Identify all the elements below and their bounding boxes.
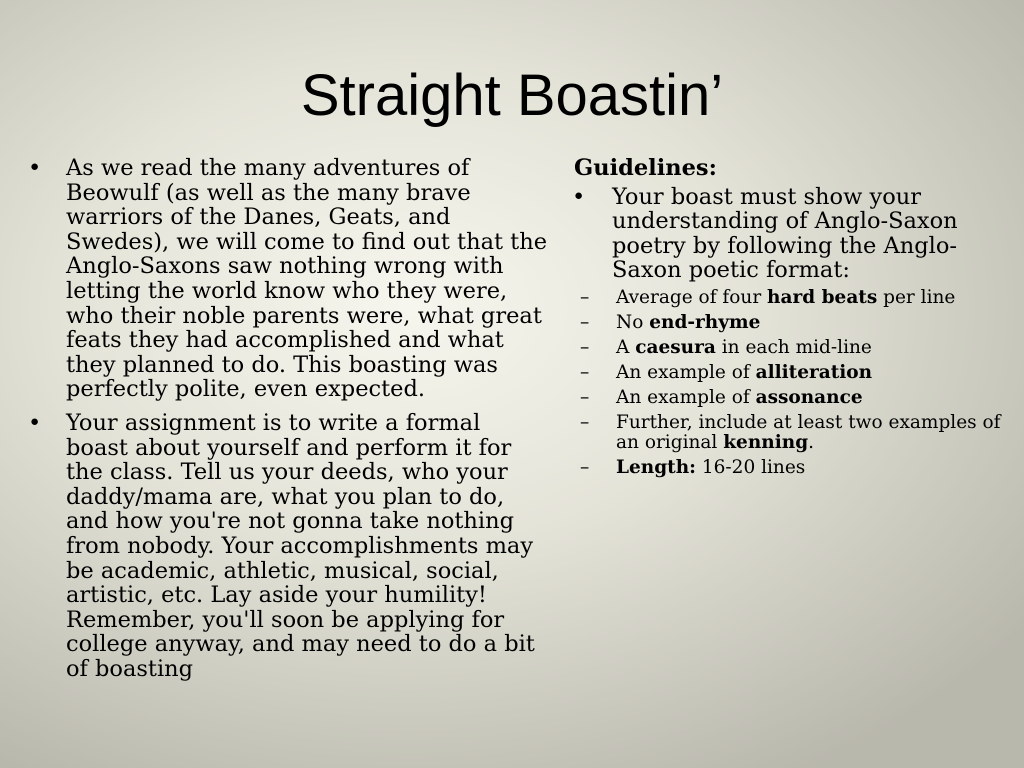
sub-item	[572, 413, 1010, 453]
guidelines-subitems	[580, 286, 1010, 478]
sub-item	[572, 458, 1010, 478]
sub-item-emphasis: caesura	[635, 336, 716, 358]
sub-item-text: Average of four	[616, 286, 768, 308]
bullet-item	[28, 411, 548, 682]
bullet-text: Your assignment is to write a formal boast about yourself and perform it for the class. Tell us your deeds, who your daddy/mama are, what you plan to do, and how you're not gonna take nothing from nobody. Your accomplishments may be academic, athletic, musical, social, artistic, etc. Lay aside your humility! Remember, you'll soon be applying for college anyway, and may need to do a bit of boasting	[66, 409, 535, 682]
dash-glyph: –	[580, 411, 590, 433]
guidelines-list	[572, 185, 1010, 478]
sub-item-emphasis: Length:	[616, 456, 696, 478]
bullet-text: Your boast must show your understanding of Anglo-Saxon poetry by following the Anglo-Saxon poetic format:	[612, 183, 958, 284]
sub-item	[572, 363, 1010, 383]
sub-item	[572, 388, 1010, 408]
sub-item-emphasis: assonance	[755, 386, 863, 408]
guidelines-heading: Guidelines:	[574, 155, 717, 181]
bullet-item	[572, 185, 1010, 478]
sub-item	[572, 313, 1010, 333]
left-column	[28, 156, 548, 690]
dash-glyph: –	[580, 336, 590, 358]
sub-item-text: .	[808, 431, 815, 453]
dash-glyph: –	[580, 456, 590, 478]
bullet-item	[28, 156, 548, 402]
sub-item-emphasis: hard beats	[767, 286, 878, 308]
dash-glyph: –	[580, 311, 590, 333]
bullet-glyph: •	[28, 155, 42, 181]
bullet-text: As we read the many adventures of Beowulf (as well as the many brave warriors of the Danes, Geats, and Swedes), we will come to find out that the Anglo-Saxons saw nothing wrong with letting the world know who they were, who their noble parents were, what great feats they had accomplished and what they planned to do. This boasting was perfectly polite, even expected.	[66, 155, 548, 403]
bullet-glyph: •	[572, 183, 586, 210]
sub-item-text: Further, include at least two examples of an original	[616, 411, 1001, 453]
sub-item-text: An example of	[616, 386, 756, 408]
sub-item-emphasis: end-rhyme	[649, 311, 761, 333]
sub-item-text: A	[616, 336, 636, 358]
sub-item	[572, 288, 1010, 308]
left-bullet-list	[28, 156, 548, 681]
dash-glyph: –	[580, 386, 590, 408]
dash-glyph: –	[580, 361, 590, 383]
sub-item-text: 16-20 lines	[696, 456, 806, 478]
sub-item-text: in each mid-line	[715, 336, 872, 358]
dash-glyph: –	[580, 286, 590, 308]
sub-item-text: per line	[877, 286, 956, 308]
slide-title: Straight Boastin’	[300, 63, 724, 128]
sub-item-text: No	[616, 311, 650, 333]
bullet-glyph: •	[28, 409, 42, 436]
sub-item-text: An example of	[616, 361, 756, 383]
sub-item-emphasis: kenning	[723, 431, 809, 453]
right-column	[572, 156, 1010, 487]
sub-item-emphasis: alliteration	[755, 361, 873, 383]
sub-item	[572, 338, 1010, 358]
